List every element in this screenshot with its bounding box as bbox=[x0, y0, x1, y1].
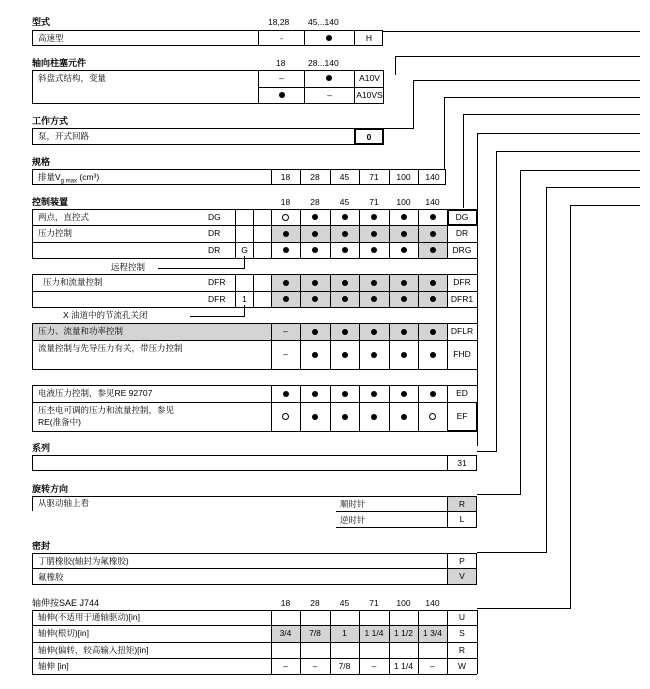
section-title-size: 规格 bbox=[32, 157, 51, 167]
control-subcode: DR bbox=[208, 245, 221, 255]
row-edge bbox=[32, 340, 33, 369]
col-rule bbox=[389, 642, 390, 658]
available-dot bbox=[326, 75, 332, 81]
available-dot bbox=[283, 391, 289, 397]
selected-code-box bbox=[447, 209, 478, 226]
available-dot bbox=[371, 391, 377, 397]
control-subcode: DR bbox=[208, 228, 221, 238]
col-rule bbox=[477, 225, 478, 242]
row-rule bbox=[32, 291, 477, 292]
pump-r1-value: – bbox=[279, 73, 284, 83]
col-rule bbox=[235, 209, 236, 225]
available-dot bbox=[371, 329, 377, 335]
col-rule bbox=[359, 642, 360, 658]
col-rule bbox=[271, 402, 272, 431]
col-rule bbox=[300, 340, 301, 369]
control-row-label: 压杢电可调的压力和流量控制，参见 bbox=[38, 405, 175, 415]
not-available: – bbox=[283, 326, 288, 336]
control-option: 1 bbox=[242, 294, 247, 304]
col-rule bbox=[330, 385, 331, 402]
col-rule bbox=[330, 274, 331, 291]
row-rule bbox=[32, 323, 477, 324]
available-dot bbox=[312, 296, 318, 302]
available-dot bbox=[283, 280, 289, 286]
col-rule bbox=[389, 242, 390, 258]
control-code: DG bbox=[455, 211, 469, 222]
control-code: EF bbox=[456, 411, 468, 421]
shaft-code: W bbox=[457, 660, 467, 671]
col-rule bbox=[359, 402, 360, 431]
control-code: DFR1 bbox=[450, 293, 474, 304]
col-rule bbox=[477, 658, 478, 674]
available-dot bbox=[312, 352, 318, 358]
rotation-cw-label: 顺时针 bbox=[340, 499, 366, 509]
not-available: – bbox=[283, 349, 288, 359]
type-sizes2-label: 45...140 bbox=[308, 17, 339, 27]
col-rule bbox=[300, 225, 301, 242]
available-dot bbox=[312, 231, 318, 237]
shaft-value: 1 1/2 bbox=[394, 628, 413, 638]
row-edge bbox=[32, 642, 33, 658]
section-title-pump: 轴向柱塞元件 bbox=[32, 58, 87, 68]
section-title-mode: 工作方式 bbox=[32, 116, 69, 126]
planned-circle bbox=[282, 214, 289, 221]
col-rule bbox=[235, 225, 236, 242]
shaft-value: 7/8 bbox=[338, 660, 351, 671]
seal-row2-label: 氟橡胶 bbox=[38, 572, 64, 582]
col-rule bbox=[359, 274, 360, 291]
pump-code1: A10V bbox=[359, 73, 380, 83]
control-row-label2: RE(准备中) bbox=[38, 417, 81, 427]
col-rule bbox=[330, 225, 331, 242]
size-value: 140 bbox=[425, 172, 440, 182]
note-remote: 远程控制 bbox=[111, 262, 146, 272]
row-rule bbox=[32, 431, 477, 432]
shaft-size-header: 71 bbox=[369, 598, 379, 608]
size-value: 18 bbox=[280, 172, 291, 182]
col-rule bbox=[477, 291, 478, 307]
row-rule bbox=[32, 258, 477, 259]
control-code: FHD bbox=[453, 349, 471, 359]
shaft-row-label: 轴伸(不适用于通轴驱动)[in] bbox=[38, 612, 141, 622]
control-row-label: 电液压力控制，参见RE 92707 bbox=[38, 388, 153, 398]
available-dot bbox=[371, 352, 377, 358]
col-rule bbox=[300, 385, 301, 402]
planned-circle bbox=[282, 413, 289, 420]
available-dot bbox=[283, 296, 289, 302]
col-rule bbox=[477, 610, 478, 625]
col-rule bbox=[330, 209, 331, 225]
col-rule bbox=[359, 291, 360, 307]
size-value: 28 bbox=[310, 172, 320, 182]
row-edge bbox=[32, 323, 33, 340]
col-rule bbox=[300, 242, 301, 258]
available-dot bbox=[371, 247, 377, 253]
col-rule bbox=[271, 242, 272, 258]
seal-code-v: V bbox=[447, 568, 477, 585]
col-rule bbox=[330, 323, 331, 340]
shaft-value: 1 1/4 bbox=[394, 660, 413, 671]
col-rule bbox=[418, 291, 419, 307]
available-dot bbox=[401, 329, 407, 335]
available-dot bbox=[371, 214, 377, 220]
available-dot bbox=[401, 352, 407, 358]
col-rule bbox=[477, 323, 478, 340]
available-dot bbox=[326, 35, 332, 41]
row-edge bbox=[32, 385, 33, 402]
row-rule bbox=[32, 610, 477, 611]
available-dot bbox=[430, 352, 436, 358]
available-dot bbox=[430, 329, 436, 335]
control-row-label: 流量控制与先导压力有关，带压力控制 bbox=[38, 343, 183, 353]
col-rule bbox=[271, 209, 272, 225]
available-dot bbox=[342, 296, 348, 302]
col-rule bbox=[271, 291, 272, 307]
col-rule bbox=[359, 340, 360, 369]
available-dot bbox=[342, 214, 348, 220]
control-option: G bbox=[241, 245, 248, 255]
shaft-size-header: 28 bbox=[310, 598, 320, 608]
col-rule bbox=[477, 385, 478, 402]
available-dot bbox=[401, 214, 407, 220]
col-rule bbox=[359, 385, 360, 402]
available-dot bbox=[371, 231, 377, 237]
shaft-value: – bbox=[371, 660, 377, 671]
available-dot bbox=[401, 280, 407, 286]
control-row-label: 两点，直控式 bbox=[38, 212, 90, 222]
row-edge bbox=[32, 658, 33, 674]
control-row-label: 压力和流量控制 bbox=[43, 277, 103, 287]
row-edge bbox=[32, 274, 33, 291]
shaft-size-header: 18 bbox=[280, 598, 291, 608]
col-rule bbox=[477, 625, 478, 642]
col-rule bbox=[271, 610, 272, 625]
available-dot bbox=[342, 329, 348, 335]
control-size-header: 28 bbox=[310, 197, 320, 207]
available-dot bbox=[401, 391, 407, 397]
available-dot bbox=[342, 280, 348, 286]
available-dot bbox=[312, 391, 318, 397]
col-rule bbox=[418, 209, 419, 225]
control-code: ED bbox=[456, 388, 468, 398]
shaft-code: U bbox=[458, 612, 466, 622]
row-rule bbox=[32, 340, 477, 341]
shaft-value: – bbox=[430, 660, 435, 671]
available-dot bbox=[312, 329, 318, 335]
row-rule bbox=[32, 625, 477, 626]
pump-r2-value: – bbox=[327, 90, 332, 100]
planned-circle bbox=[429, 413, 436, 420]
type-row-label: 高速型 bbox=[38, 33, 64, 43]
control-subcode: DFR bbox=[208, 277, 226, 287]
available-dot bbox=[371, 280, 377, 286]
col-rule bbox=[418, 242, 419, 258]
available-dot bbox=[279, 92, 285, 98]
col-rule bbox=[330, 402, 331, 431]
col-rule bbox=[253, 274, 254, 291]
shaft-value: 1 1/4 bbox=[364, 628, 384, 638]
size-value: 100 bbox=[396, 172, 411, 182]
col-rule bbox=[418, 340, 419, 369]
section-title-seal: 密封 bbox=[32, 541, 51, 551]
pump-code2: A10VS bbox=[356, 90, 383, 100]
col-rule bbox=[418, 610, 419, 625]
pump-size1: 18 bbox=[276, 58, 286, 68]
col-rule bbox=[418, 225, 419, 242]
available-dot bbox=[342, 247, 348, 253]
col-rule bbox=[477, 242, 478, 258]
col-rule bbox=[359, 323, 360, 340]
col-rule bbox=[253, 225, 254, 242]
mode-code: 0 bbox=[354, 128, 384, 145]
shaft-value: 1 3/4 bbox=[423, 628, 442, 638]
col-rule bbox=[389, 323, 390, 340]
col-rule bbox=[271, 642, 272, 658]
col-rule bbox=[389, 291, 390, 307]
section-title-type: 型式 bbox=[32, 17, 51, 27]
col-rule bbox=[418, 385, 419, 402]
available-dot bbox=[342, 391, 348, 397]
col-rule bbox=[389, 274, 390, 291]
col-rule bbox=[330, 610, 331, 625]
available-dot bbox=[430, 280, 436, 286]
row-edge bbox=[32, 225, 33, 242]
row-rule bbox=[32, 274, 477, 275]
col-rule bbox=[359, 225, 360, 242]
col-rule bbox=[359, 242, 360, 258]
col-rule bbox=[330, 340, 331, 369]
col-rule bbox=[418, 402, 419, 431]
col-rule bbox=[330, 242, 331, 258]
available-dot bbox=[312, 214, 318, 220]
col-rule bbox=[389, 610, 390, 625]
shaft-row-label: 轴伸(偏转，较高输入扭矩)[in] bbox=[38, 644, 149, 655]
row-edge bbox=[32, 625, 33, 642]
shaft-value: 1 bbox=[342, 628, 347, 638]
seal-row1-label: 丁腈橡胶(轴封为氟橡胶) bbox=[38, 556, 129, 566]
pump-size2: 28...140 bbox=[308, 58, 339, 68]
row-edge bbox=[32, 610, 33, 625]
available-dot bbox=[371, 414, 377, 420]
col-rule bbox=[418, 642, 419, 658]
control-size-header: 140 bbox=[425, 197, 440, 207]
rotation-row-label: 从驱动轴上看 bbox=[38, 498, 90, 508]
available-dot bbox=[401, 414, 407, 420]
row-edge bbox=[32, 209, 33, 225]
shaft-row-label: 轴伸(根切)[in] bbox=[38, 628, 90, 638]
available-dot bbox=[401, 296, 407, 302]
seal-code-p: P bbox=[447, 553, 477, 569]
col-rule bbox=[477, 642, 478, 658]
col-rule bbox=[389, 209, 390, 225]
row-rule bbox=[32, 402, 477, 403]
control-subcode: DG bbox=[208, 212, 221, 222]
row-rule bbox=[32, 307, 477, 308]
row-rule bbox=[32, 369, 477, 370]
rotation-code-cw: R bbox=[447, 496, 477, 512]
shaft-code: R bbox=[458, 644, 466, 655]
col-rule bbox=[418, 274, 419, 291]
col-rule bbox=[389, 385, 390, 402]
control-code: DRG bbox=[452, 244, 472, 255]
control-size-header: 45 bbox=[339, 197, 350, 207]
col-rule bbox=[300, 610, 301, 625]
available-dot bbox=[342, 414, 348, 420]
type-sizes-label: 18,28 bbox=[268, 17, 290, 27]
col-rule bbox=[389, 340, 390, 369]
col-rule bbox=[300, 274, 301, 291]
col-rule bbox=[418, 323, 419, 340]
mode-row-label: 泵，开式回路 bbox=[38, 131, 90, 141]
available-dot bbox=[430, 214, 436, 220]
rotation-code-ccw: L bbox=[447, 511, 477, 528]
col-rule bbox=[359, 209, 360, 225]
col-rule bbox=[389, 225, 390, 242]
size-row-label: 排量$V_{g max}$ (cm³) bbox=[38, 172, 100, 185]
control-code: DFR bbox=[453, 277, 471, 287]
control-subcode: DFR bbox=[208, 294, 226, 304]
available-dot bbox=[430, 391, 436, 397]
rotation-ccw-label: 逆时针 bbox=[340, 515, 366, 525]
available-dot bbox=[312, 414, 318, 420]
row-rule bbox=[32, 385, 477, 386]
shaft-size-header: 45 bbox=[339, 598, 350, 608]
available-dot bbox=[430, 247, 436, 253]
col-rule bbox=[389, 402, 390, 431]
available-dot bbox=[430, 231, 436, 237]
available-dot bbox=[283, 231, 289, 237]
type-code: H bbox=[365, 33, 373, 43]
available-dot bbox=[312, 247, 318, 253]
section-title-control: 控制装置 bbox=[32, 197, 69, 207]
shaft-value: – bbox=[312, 660, 318, 671]
available-dot bbox=[401, 247, 407, 253]
shaft-value: – bbox=[283, 660, 288, 671]
row-rule bbox=[32, 209, 477, 210]
col-rule bbox=[300, 402, 301, 431]
control-row-label: 压力、流量和功率控制 bbox=[38, 326, 124, 336]
control-size-header: 71 bbox=[369, 197, 379, 207]
control-code: DR bbox=[455, 228, 469, 238]
col-rule bbox=[271, 385, 272, 402]
pump-row-label: 斜盘式结构，变量 bbox=[38, 73, 107, 83]
section-title-rotation: 旋转方向 bbox=[32, 484, 69, 494]
section-title-series: 系列 bbox=[32, 443, 51, 453]
col-rule bbox=[330, 642, 331, 658]
type-value: - bbox=[280, 33, 283, 43]
shaft-value: 3/4 bbox=[279, 628, 292, 638]
size-value: 45 bbox=[339, 172, 350, 182]
series-code: 31 bbox=[447, 455, 477, 471]
control-size-header: 18 bbox=[280, 197, 291, 207]
col-rule bbox=[271, 274, 272, 291]
shaft-code: S bbox=[459, 628, 465, 638]
col-rule bbox=[330, 291, 331, 307]
control-size-header: 100 bbox=[396, 197, 411, 207]
control-row-label: 压力控制 bbox=[38, 228, 73, 238]
col-rule bbox=[271, 225, 272, 242]
available-dot bbox=[283, 247, 289, 253]
row-edge bbox=[32, 402, 33, 431]
row-rule bbox=[32, 242, 477, 243]
code-box bbox=[447, 402, 478, 432]
col-rule bbox=[235, 274, 236, 291]
shaft-size-header: 140 bbox=[425, 598, 440, 608]
col-rule bbox=[253, 209, 254, 225]
col-rule bbox=[300, 642, 301, 658]
available-dot bbox=[342, 352, 348, 358]
col-rule bbox=[477, 274, 478, 291]
row-rule bbox=[32, 642, 477, 643]
control-code: DFLR bbox=[450, 326, 474, 336]
available-dot bbox=[312, 280, 318, 286]
shaft-size-header: 100 bbox=[396, 598, 411, 608]
shaft-row-label: 轴伸 [in] bbox=[38, 660, 69, 671]
size-value: 71 bbox=[369, 172, 379, 182]
col-rule bbox=[477, 340, 478, 369]
col-rule bbox=[300, 291, 301, 307]
shaft-value: 7/8 bbox=[309, 628, 321, 638]
row-rule bbox=[32, 674, 477, 675]
note-x-orifice: X 油道中的节流孔关闭 bbox=[63, 310, 148, 320]
available-dot bbox=[371, 296, 377, 302]
row-rule bbox=[32, 658, 477, 659]
row-rule bbox=[32, 225, 477, 226]
col-rule bbox=[359, 610, 360, 625]
col-rule bbox=[300, 323, 301, 340]
available-dot bbox=[401, 231, 407, 237]
col-rule bbox=[253, 291, 254, 307]
available-dot bbox=[430, 296, 436, 302]
col-rule bbox=[253, 242, 254, 258]
section-title-shaft: 轴伸按SAE J744 bbox=[32, 598, 100, 608]
row-edge bbox=[32, 291, 33, 307]
row-edge bbox=[32, 242, 33, 258]
available-dot bbox=[342, 231, 348, 237]
col-rule bbox=[300, 209, 301, 225]
